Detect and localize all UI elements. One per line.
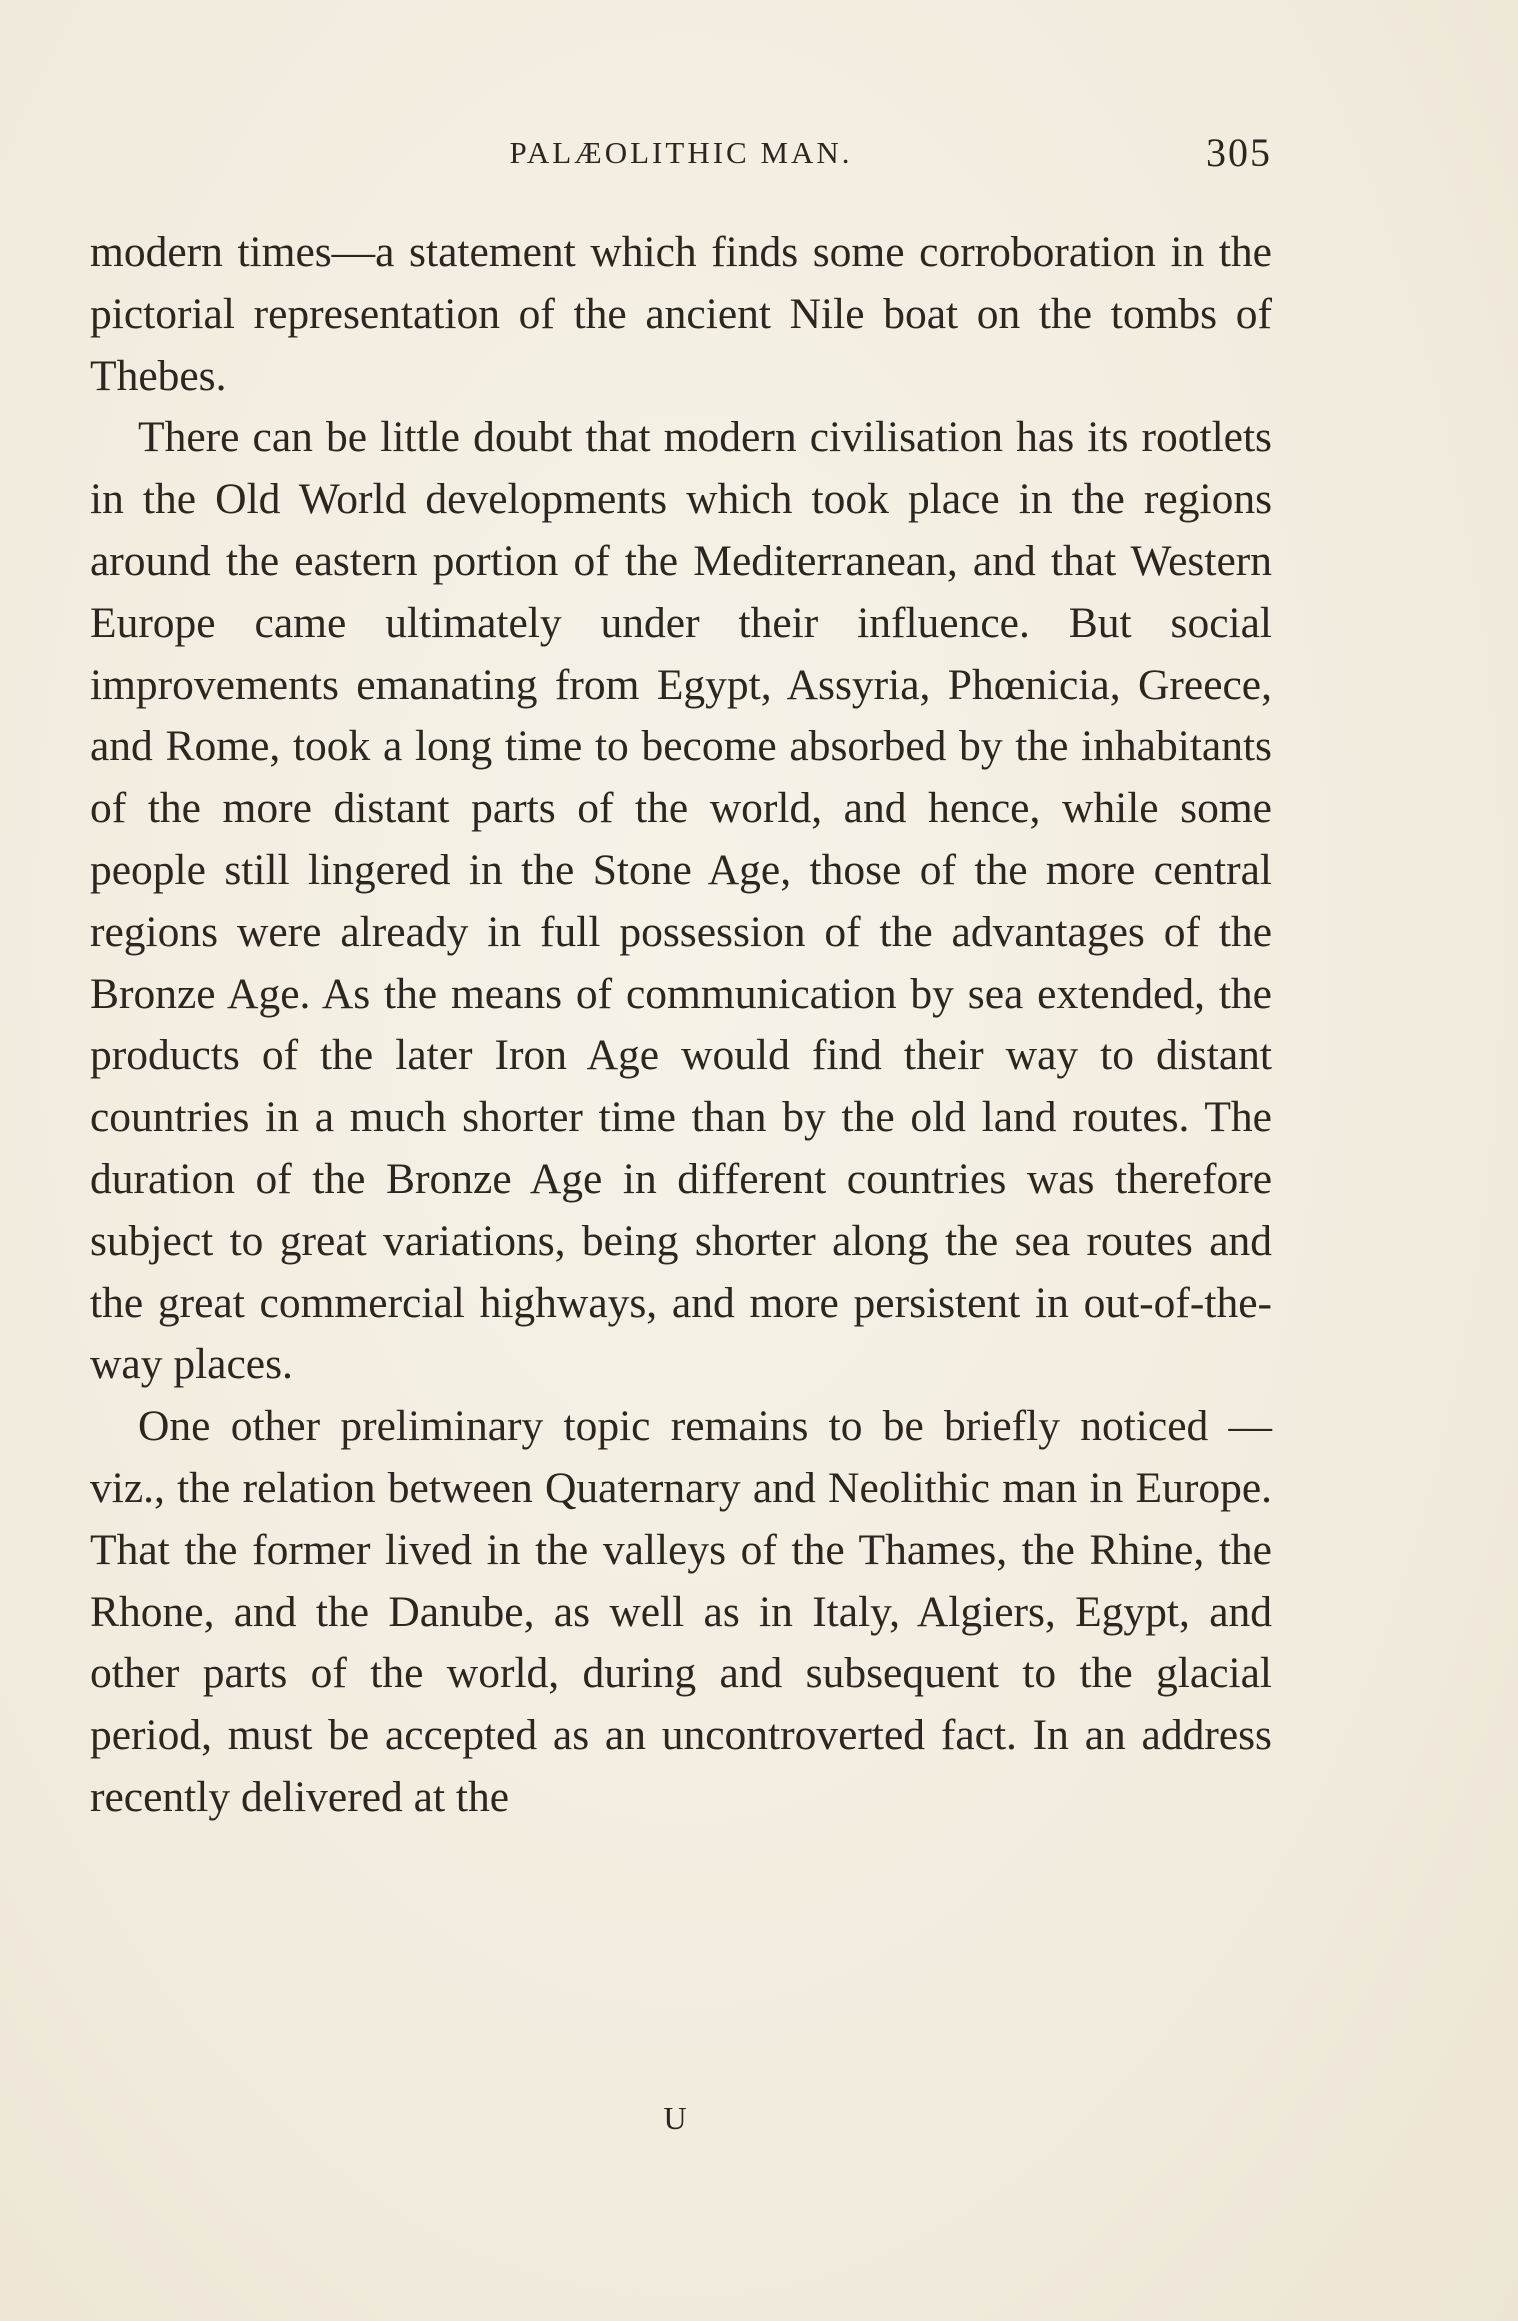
running-head: PALÆOLITHIC MAN. [509,135,853,170]
paragraph: One other preliminary topic remains to be briefly noticed — viz., the relation between Quaternary and Neolithic man in Europe. That the former lived in the valleys of the Thames, the Rhine, the Rhone, and the Danube, as well as in Italy, Algiers, Egypt, and other parts of the world, during and subsequent to the glacial period, must be accepted as an uncontroverted fact. In an address recently delivered at the [90,1402,1272,1821]
paragraph: There can be little doubt that modern civilisation has its rootlets in the Old World developments which took place in the regions around the eastern portion of the Mediterranean, and that Western Europe came ultimately under their influence. But social improvements emanating from Egypt, Assyria, Phœnicia, Greece, and Rome, took a long time to become absorbed by the inhabitants of the more distant parts of the world, and hence, while some people still lingered in the Stone Age, those of the more central regions were already in full possession of the advantages of the Bronze Age. As the means of communication by sea extended, the products of the later Iron Age would find their way to distant countries in a much shorter time than by the old land routes. The duration of the Bronze Age in different countries was therefore subject to great variations, being shorter along the sea routes and the great commercial highways, and more persistent in out-of-the-way places. [90,413,1272,1389]
page-number: 305 [1206,130,1272,175]
body-text [90,222,1272,1829]
signature-mark: U [663,2100,689,2136]
paragraph-continuation: modern times—a statement which finds some corroboration in the pictorial representation of the ancient Nile boat on the tombs of Thebes. [90,228,1272,400]
page-header [90,130,1272,185]
